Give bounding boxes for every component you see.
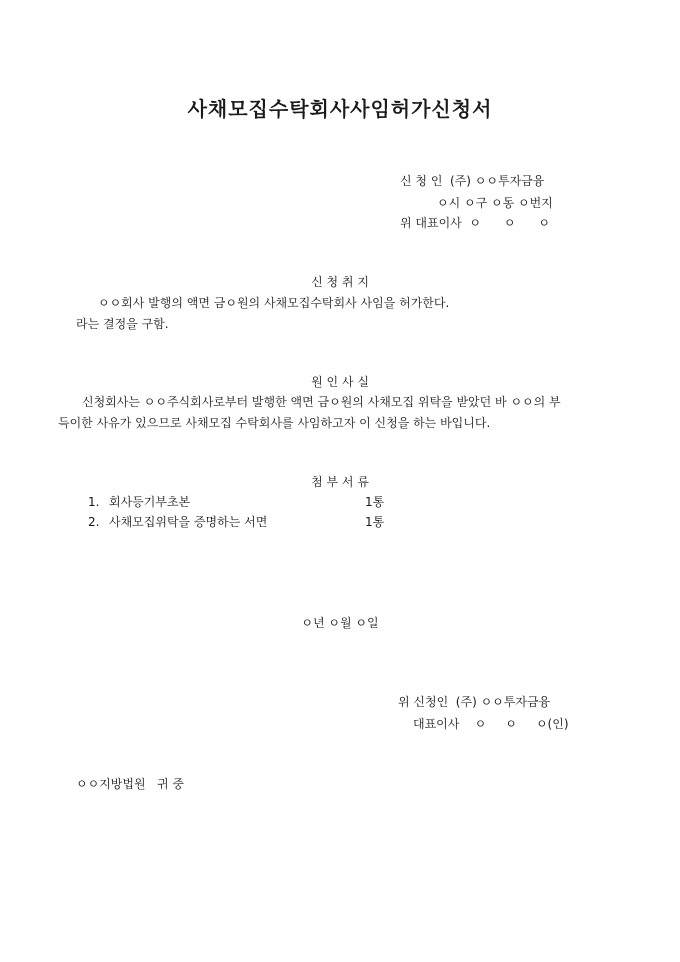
document-title: 사채모집수탁회사사임허가신청서 — [187, 97, 493, 121]
cause-text-line1: 신청회사는 ㅇㅇ주식회사로부터 발행한 액면 금ㅇ원의 사채모집 위탁을 받았던 바 ㅇㅇ의 부 — [82, 395, 561, 409]
signature-applicant: 위 신청인 (주) ㅇㅇ투자금융 — [398, 695, 551, 709]
court-addressee: ㅇㅇ지방법원 귀 중 — [76, 777, 184, 791]
signature-representative: 대표이사 ㅇ ㅇ ㅇ(인) — [413, 717, 569, 731]
applicant-address: ㅇ시 ㅇ구 ㅇ동 ㅇ번지 — [437, 196, 553, 210]
purpose-text-line2: 라는 결정을 구함. — [76, 317, 169, 331]
attachment-quantity: 1통 — [365, 515, 385, 529]
document-date: ㅇ년 ㅇ월 ㅇ일 — [301, 616, 379, 630]
purpose-heading: 신 청 취 지 — [311, 275, 369, 289]
cause-text-line2: 득이한 사유가 있으므로 사채모집 수탁회사를 사임하고자 이 신청을 하는 바입니다. — [58, 416, 491, 430]
applicant-name: 신 청 인 (주) ㅇㅇ투자금융 — [400, 174, 545, 188]
attachment-name: 회사등기부초본 — [109, 495, 191, 509]
attachment-number: 1. — [88, 495, 100, 509]
purpose-text-line1: ㅇㅇ회사 발행의 액면 금ㅇ원의 사채모집수탁회사 사임을 허가한다. — [98, 296, 450, 310]
attachment-quantity: 1통 — [365, 495, 385, 509]
attachments-heading: 첨 부 서 류 — [311, 475, 369, 489]
attachment-number: 2. — [88, 515, 100, 529]
applicant-representative: 위 대표이사 ㅇ ㅇ ㅇ — [400, 216, 550, 230]
attachment-name: 사채모집위탁을 증명하는 서면 — [109, 515, 268, 529]
cause-heading: 원 인 사 실 — [311, 375, 369, 389]
